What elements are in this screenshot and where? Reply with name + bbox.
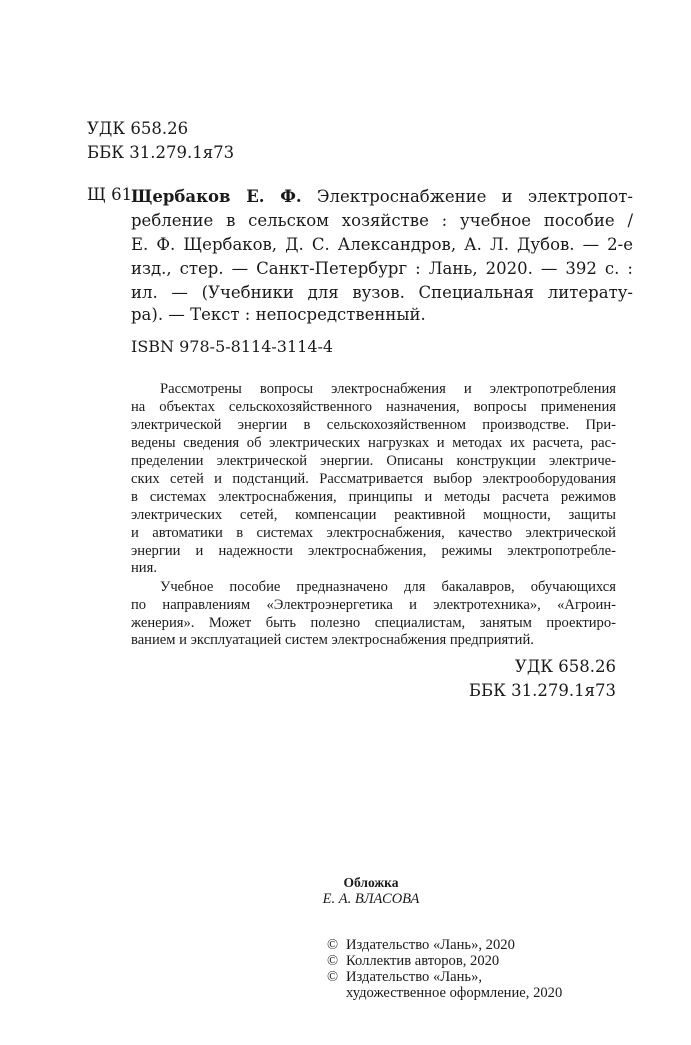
catalog-line-4: изд., стер. — Санкт-Петербург : Лань, 2020. — 392 с. :	[131, 259, 633, 278]
abstract-line: ведены сведения об электрических нагрузках и методах их расчета, рас-	[131, 435, 616, 451]
cover-label: Обложка	[343, 875, 399, 890]
catalog-line-5: ил. — (Учебники для вузов. Специальная литерату-	[131, 283, 633, 302]
abstract-line: пределении электрической энергии. Описаны конструкции электриче-	[131, 453, 616, 469]
catalog-line-1	[131, 187, 633, 206]
abstract-line: и автоматики в системах электроснабжения, качество электрической	[131, 525, 616, 541]
abstract-line: женерия». Может быть полезно специалистам, занятым проектиро-	[131, 615, 616, 631]
abstract-line: электрической энергии в сельскохозяйственном производстве. При-	[131, 417, 616, 433]
isbn: ISBN 978-5-8114-3114-4	[131, 337, 334, 356]
catalog-title-start: Электроснабжение и электропот-	[316, 187, 633, 206]
copyright-text: Коллектив авторов, 2020	[346, 953, 500, 969]
abstract-line: энергии и надежности электроснабжения, режимы электропотребле-	[131, 543, 616, 559]
author-sign-code: Щ 61	[87, 185, 133, 204]
abstract-line: электрических сетей, компенсации реактивной мощности, защиты	[131, 507, 616, 523]
copyright-symbol: ©	[327, 937, 339, 953]
author-heading: Щербаков Е. Ф.	[131, 187, 302, 206]
abstract-line: на объектах сельскохозяйственного назначения, вопросы применения	[131, 399, 616, 415]
abstract-line: Учебное пособие предназначено для бакалавров, обучающихся	[160, 579, 616, 595]
bbk-code-top: ББК 31.279.1я73	[87, 143, 235, 162]
catalog-line-3: Е. Ф. Щербаков, Д. С. Александров, А. Л. Дубов. — 2-е	[131, 235, 633, 254]
abstract-line: ния.	[131, 560, 157, 576]
copyright-symbol: ©	[327, 969, 339, 985]
abstract-line: в системах электроснабжения, принципы и методы расчета режимов	[131, 489, 616, 505]
bbk-code-bottom: ББК 31.279.1я73	[468, 681, 616, 700]
udk-code-bottom: УДК 658.26	[514, 657, 616, 676]
copyright-text: Издательство «Лань», 2020	[346, 937, 515, 953]
copyright-text: Издательство «Лань»,	[346, 969, 483, 985]
abstract-line: ванием и эксплуатацией систем электроснабжения предприятий.	[131, 632, 534, 648]
cover-artist: Е. А. ВЛАСОВА	[322, 891, 420, 907]
copyright-symbol: ©	[327, 953, 339, 969]
abstract-line: по направлениям «Электроэнергетика и электротехника», «Агроин-	[131, 597, 616, 613]
copyright-text: художественное оформление, 2020	[346, 985, 563, 1001]
udk-code-top: УДК 658.26	[87, 119, 189, 138]
abstract-line: ских сетей и подстанций. Рассматривается выбор электрооборудования	[131, 471, 616, 487]
catalog-line-6: ра). — Текст : непосредственный.	[131, 305, 426, 324]
catalog-line-2: ребление в сельском хозяйстве : учебное пособие /	[131, 211, 633, 230]
abstract-line: Рассмотрены вопросы электроснабжения и электропотребления	[160, 381, 616, 397]
